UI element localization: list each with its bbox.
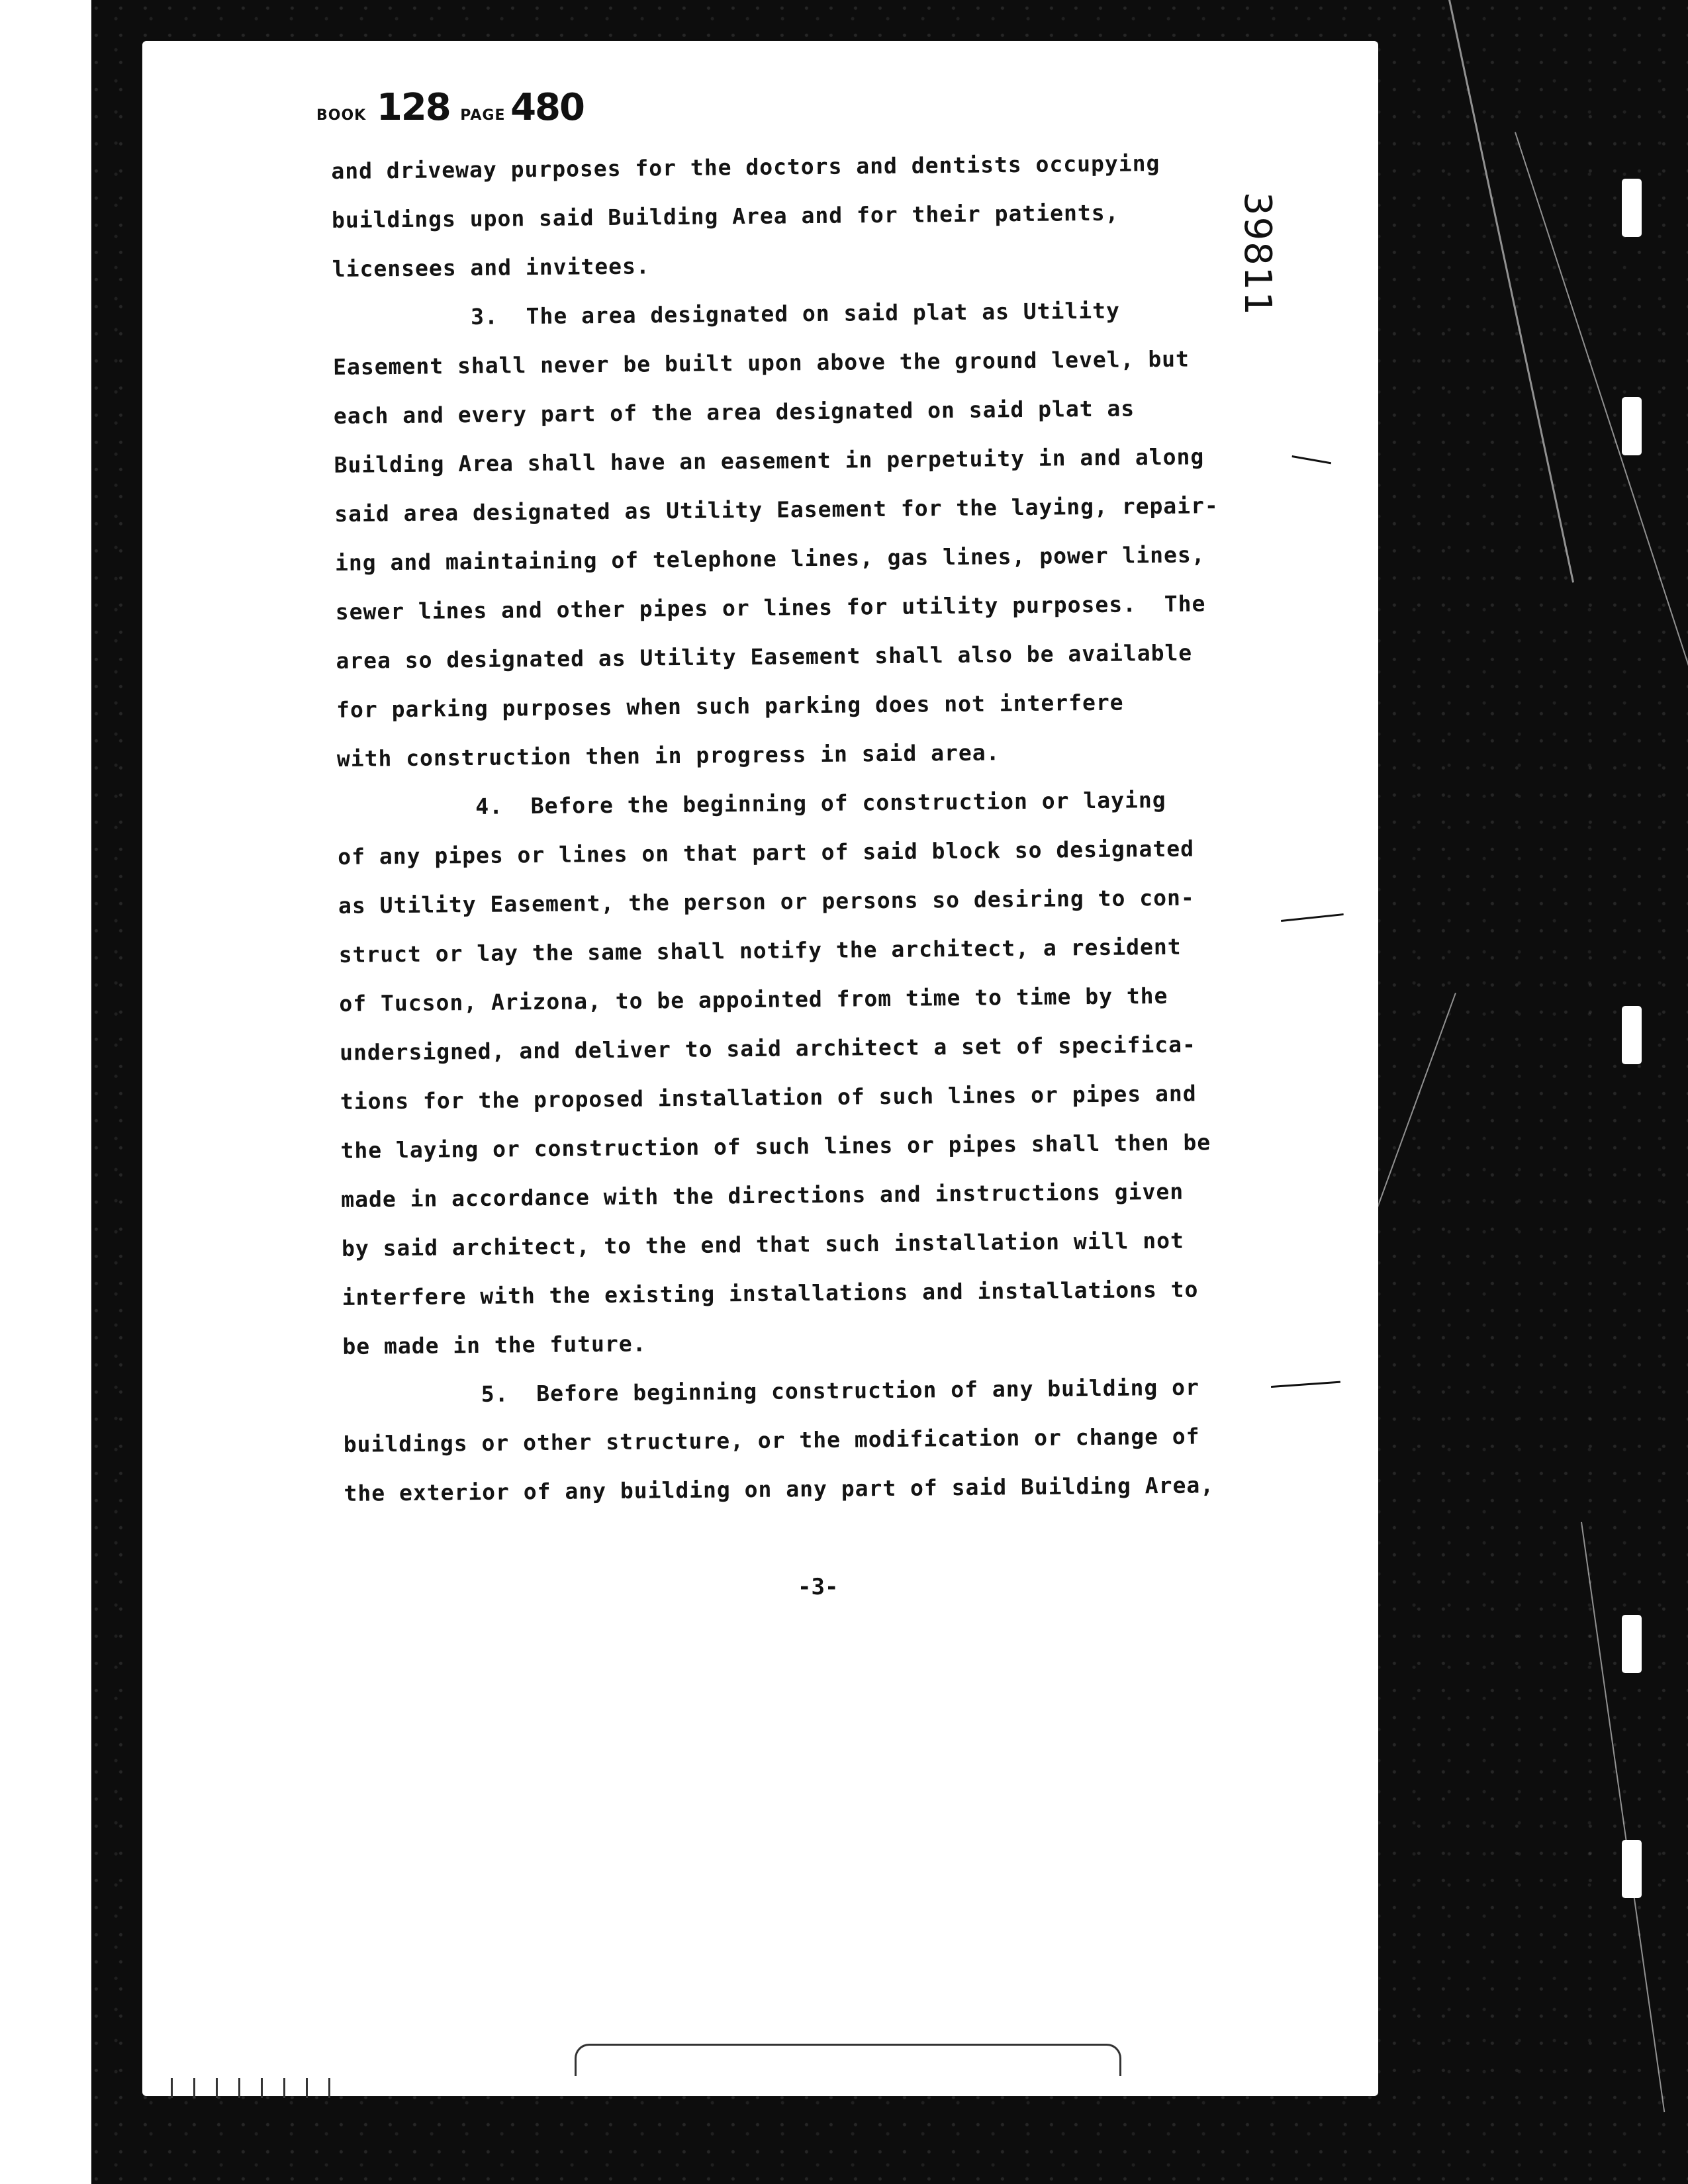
body-line: Easement shall never be built upon above the ground level, but (333, 345, 1190, 380)
body-line: 3. The area designated on said plat as Utility (332, 297, 1121, 331)
body-line: for parking purposes when such parking does not interfere (336, 689, 1124, 723)
film-scratch (1515, 132, 1688, 887)
body-line: ing and maintaining of telephone lines, gas lines, power lines, (334, 541, 1205, 576)
binder-clip (575, 2044, 1121, 2076)
book-number: 128 (376, 86, 450, 129)
body-line: of Tucson, Arizona, to be appointed from time to time by the (339, 982, 1168, 1017)
book-label: BOOK (316, 107, 367, 124)
body-line: tions for the proposed installation of such lines or pipes and (340, 1080, 1197, 1115)
body-line: area so designated as Utility Easement shall also be available (336, 639, 1193, 674)
sprocket-hole (1622, 1006, 1642, 1064)
body-line: each and every part of the area designated on said plat as (333, 395, 1135, 429)
body-line: said area designated as Utility Easement for the laying, repair- (334, 492, 1219, 527)
sprocket-hole (1622, 1615, 1642, 1673)
body-line: 5. Before beginning construction of any building or (342, 1374, 1200, 1408)
sprocket-hole (1622, 1840, 1642, 1898)
film-scratch (1448, 0, 1574, 582)
body-line: by said architect, to the end that such installation will not (341, 1227, 1185, 1261)
page-label: PAGE (460, 107, 506, 124)
book-page-header (316, 86, 590, 129)
film-scratch (1581, 1522, 1665, 2113)
body-line: struct or lay the same shall notify the architect, a resident (338, 933, 1182, 968)
body-line: 4. Before the beginning of construction or laying (337, 786, 1166, 821)
page-number: 480 (510, 86, 584, 129)
body-line: licensees and invitees. (332, 253, 650, 282)
body-line: and driveway purposes for the doctors and dentists occupying (331, 150, 1160, 184)
body-line: buildings upon said Building Area and for their patients, (331, 199, 1119, 233)
body-line: sewer lines and other pipes or lines for utility purposes. The (335, 590, 1206, 625)
body-line: the exterior of any building on any part of said Building Area, (344, 1472, 1215, 1506)
body-line: undersigned, and deliver to said architect a set of specifica- (339, 1031, 1197, 1066)
document-body (331, 138, 1284, 1518)
body-line: Building Area shall have an easement in perpetuity in and along (334, 443, 1205, 478)
handwritten-margin-note: 39811 (1236, 192, 1279, 317)
edge-ticks (171, 2078, 343, 2098)
body-line: made in accordance with the directions and instructions given (341, 1178, 1184, 1212)
body-line: be made in the future. (342, 1330, 647, 1359)
sprocket-hole (1622, 179, 1642, 237)
body-line: interfere with the existing installations and installations to (342, 1276, 1199, 1310)
body-line: with construction then in progress in said area. (336, 739, 1000, 772)
body-line: the laying or construction of such lines or pipes shall then be (340, 1129, 1211, 1163)
sprocket-hole (1622, 397, 1642, 455)
body-line: buildings or other structure, or the modification or change of (343, 1423, 1200, 1457)
body-line: as Utility Easement, the person or persons so desiring to con- (338, 884, 1195, 919)
page-footer-number: -3- (798, 1574, 839, 1600)
body-line: of any pipes or lines on that part of said block so designated (338, 835, 1195, 870)
